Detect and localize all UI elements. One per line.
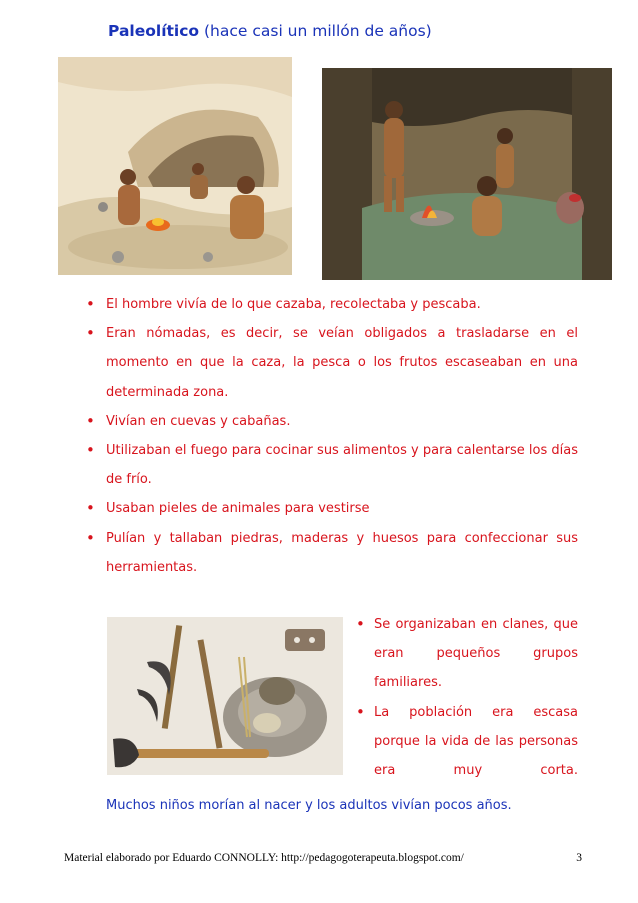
page-footer [64, 852, 582, 864]
footer-text: Material elaborado por Eduardo CONNOLLY: http://pedagogoterapeuta.blogspot.com/ [64, 852, 464, 864]
side-bullet-item: • La población era escasa porque la vida de las personas era muy corta. [356, 698, 578, 786]
content-bullet-list [86, 290, 578, 582]
closing-sentence: Muchos niños morían al nacer y los adultos vivían pocos años. [106, 798, 512, 813]
bullet-item: • Pulían y tallaban piedras, maderas y huesos para confeccionar sus herramientas. [86, 524, 578, 582]
title-rest: (hace casi un millón de años) [199, 22, 432, 40]
page-number: 3 [576, 852, 582, 864]
fire-scene-illustration [322, 68, 612, 280]
bullet-item: • Usaban pieles de animales para vestirse [86, 494, 578, 523]
bullet-item: • Eran nómadas, es decir, se veían obligados a trasladarse en el momento en que la caza, la pesca o los frutos escaseaban en una determinada zona. [86, 319, 578, 407]
side-bullet-list [356, 610, 578, 785]
stone-tools-photo [107, 617, 343, 775]
side-bullet-item: • Se organizaban en clanes, que eran pequeños grupos familiares. [356, 610, 578, 698]
cave-dwellers-illustration [58, 57, 292, 275]
page-title [108, 22, 432, 40]
bullet-item: • Utilizaban el fuego para cocinar sus alimentos y para calentarse los días de frío. [86, 436, 578, 494]
title-bold: Paleolítico [108, 22, 200, 40]
bullet-item: • El hombre vivía de lo que cazaba, recolectaba y pescaba. [86, 290, 578, 319]
bullet-item: • Vivían en cuevas y cabañas. [86, 407, 578, 436]
